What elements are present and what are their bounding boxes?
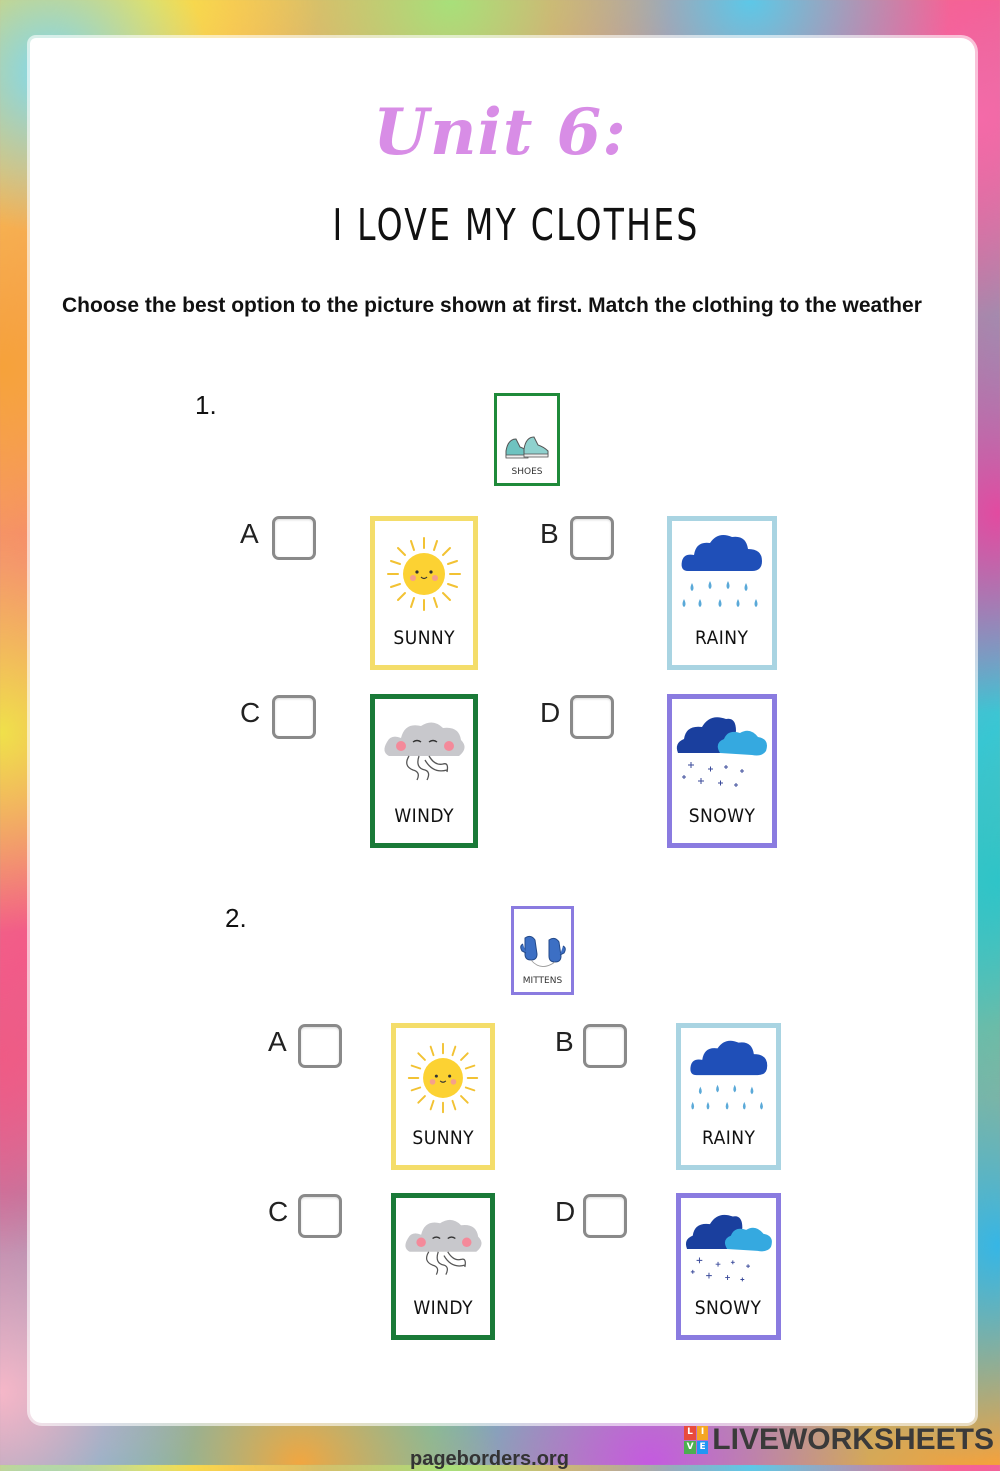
shoes-icon xyxy=(502,429,552,463)
q1-option-d-checkbox[interactable] xyxy=(570,695,614,739)
weather-label: SNOWY xyxy=(688,805,756,827)
weather-label: RAINY xyxy=(701,1127,756,1149)
liveworksheets-logo[interactable] xyxy=(684,1423,994,1457)
wind-cloud-icon xyxy=(400,1210,486,1286)
q1-option-d-card[interactable] xyxy=(667,694,777,848)
live-badge-icon: L I V E xyxy=(684,1426,708,1454)
option-letter-c: C xyxy=(240,697,261,728)
prompt-label: MITTENS xyxy=(522,976,563,986)
unit-subtitle: I LOVE MY CLOTHES xyxy=(332,200,700,251)
question-1-number: 1. xyxy=(195,390,217,420)
sun-icon xyxy=(384,534,464,614)
prompt-card-mittens xyxy=(511,906,574,995)
wind-cloud-icon xyxy=(379,712,469,792)
option-letter-b: B xyxy=(540,518,559,549)
sun-icon xyxy=(405,1040,481,1116)
q2-option-d-card[interactable] xyxy=(676,1193,781,1340)
q2-option-b-checkbox[interactable] xyxy=(583,1024,627,1068)
q1-option-a-checkbox[interactable] xyxy=(272,516,316,560)
rain-cloud-icon xyxy=(685,1035,773,1121)
q2-option-a-checkbox[interactable] xyxy=(298,1024,342,1068)
snow-cloud-icon xyxy=(683,1207,775,1289)
option-letter-b: B xyxy=(555,1026,574,1057)
option-letter-a: A xyxy=(240,518,259,549)
option-letter-a: A xyxy=(268,1026,287,1057)
mittens-icon xyxy=(519,932,567,972)
option-letter-c: C xyxy=(268,1196,289,1227)
weather-label: WINDY xyxy=(394,805,454,827)
prompt-label: SHOES xyxy=(511,467,543,477)
unit-title: Unit 6: xyxy=(373,95,627,170)
q2-option-b-card[interactable] xyxy=(676,1023,781,1170)
weather-label: SNOWY xyxy=(695,1297,762,1319)
weather-label: SUNNY xyxy=(412,1127,474,1149)
q2-option-c-checkbox[interactable] xyxy=(298,1194,342,1238)
option-letter-d: D xyxy=(555,1196,576,1227)
rain-cloud-icon xyxy=(676,529,768,619)
brand-name: LIVEWORKSHEETS xyxy=(712,1423,994,1456)
weather-label: RAINY xyxy=(695,627,749,649)
snow-cloud-icon xyxy=(674,709,770,795)
q1-option-b-checkbox[interactable] xyxy=(570,516,614,560)
q1-option-c-checkbox[interactable] xyxy=(272,695,316,739)
option-letter-d: D xyxy=(540,697,561,728)
q2-option-d-checkbox[interactable] xyxy=(583,1194,627,1238)
weather-label: WINDY xyxy=(413,1297,473,1319)
question-2-number: 2. xyxy=(225,903,247,933)
q2-option-a-card[interactable] xyxy=(391,1023,495,1170)
instructions-text: Choose the best option to the picture shown at first. Match the clothing to the weather xyxy=(62,294,922,317)
q1-option-a-card[interactable] xyxy=(370,516,478,670)
weather-label: SUNNY xyxy=(393,627,455,649)
prompt-card-shoes xyxy=(494,393,560,486)
q1-option-b-card[interactable] xyxy=(667,516,777,670)
q2-option-c-card[interactable] xyxy=(391,1193,495,1340)
footer-url: pageborders.org xyxy=(410,1448,569,1470)
q1-option-c-card[interactable] xyxy=(370,694,478,848)
